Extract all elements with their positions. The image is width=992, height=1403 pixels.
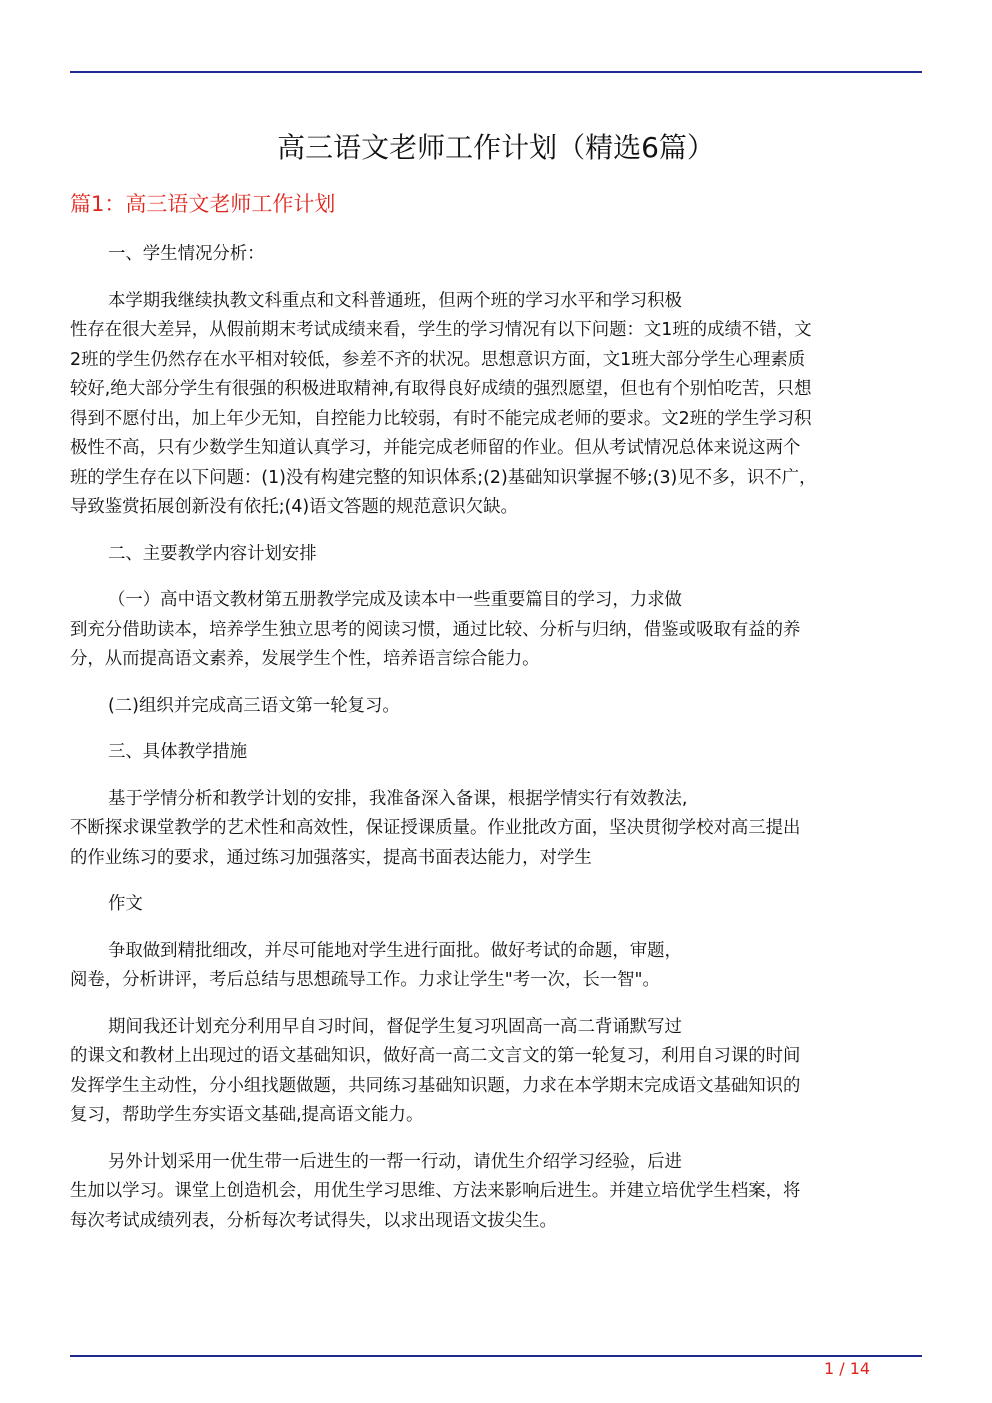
paragraph-line: 到充分借助读本，培养学生独立思考的阅读习惯，通过比较、分析与归纳，借鉴或吸取有益的养 bbox=[70, 619, 801, 640]
paragraph-line: 班的学生存在以下问题：(1)没有构建完整的知识体系;(2)基础知识掌握不够;(3)见不多，识不广， bbox=[70, 467, 817, 488]
paragraph-line: 极性不高，只有少数学生知道认真学习，并能完成老师留的作业。但从考试情况总体来说这两个 bbox=[70, 438, 801, 458]
paragraph-line: (二)组织并完成高三语文第一轮复习。 bbox=[108, 695, 400, 716]
paragraph-line: 三、具体教学措施 bbox=[108, 742, 248, 762]
paragraph-line: 2班的学生仍然存在水平相对较低，参差不齐的状况。思想意识方面，文1班大部分学生心理素质 bbox=[70, 349, 806, 370]
paragraph bbox=[70, 890, 922, 920]
document-title: 高三语文老师工作计划（精选6篇） bbox=[277, 131, 715, 164]
paragraph-line: 一、学生情况分析： bbox=[108, 244, 265, 264]
footer-rule bbox=[70, 1355, 922, 1357]
paragraph-line: 阅卷，分析讲评，考后总结与思想疏导工作。力求让学生"考一次，长一智"。 bbox=[70, 970, 660, 990]
paragraph-line: 生加以学习。课堂上创造机会，用优生学习思维、方法来影响后进生。并建立培优学生档案，将 bbox=[70, 1181, 801, 1201]
paragraph-line: 作文 bbox=[108, 894, 143, 914]
paragraph-line: 得到不愿付出，加上年少无知，自控能力比较弱，有时不能完成老师的要求。文2班的学生学习积 bbox=[70, 408, 812, 429]
paragraph bbox=[70, 785, 922, 874]
paragraph-line: 分，从而提高语文素养，发展学生个性，培养语言综合能力。 bbox=[70, 649, 540, 669]
paragraph-line: 二、主要教学内容计划安排 bbox=[108, 543, 317, 564]
paragraph-line: 导致鉴赏拓展创新没有依托;(4)语文答题的规范意识欠缺。 bbox=[70, 497, 518, 517]
paragraph bbox=[70, 937, 922, 996]
paragraph bbox=[70, 540, 922, 570]
paragraph-line: 争取做到精批细改，并尽可能地对学生进行面批。做好考试的命题，审题， bbox=[108, 940, 682, 961]
paragraph bbox=[70, 692, 922, 722]
paragraph bbox=[70, 1013, 922, 1131]
document-body bbox=[70, 240, 922, 1253]
paragraph bbox=[70, 738, 922, 768]
paragraph-line: 每次考试成绩列表，分析每次考试得失，以求出现语文拔尖生。 bbox=[70, 1210, 557, 1231]
paragraph-line: 较好,绝大部分学生有很强的积极进取精神,有取得良好成绩的强烈愿望，但也有个别怕吃苦，只想 bbox=[70, 379, 812, 399]
chapter-heading: 篇1：高三语文老师工作计划 bbox=[70, 192, 336, 216]
paragraph-line: 性存在很大差异，从假前期末考试成绩来看，学生的学习情况有以下问题：文1班的成绩不错，文 bbox=[70, 320, 812, 340]
paragraph-line: 复习，帮助学生夯实语文基础,提高语文能力。 bbox=[70, 1105, 424, 1125]
paragraph-line: 的课文和教材上出现过的语文基础知识，做好高一高二文言文的第一轮复习，利用自习课的时间 bbox=[70, 1046, 801, 1066]
paragraph-line: 期间我还计划充分利用早自习时间，督促学生复习巩固高一高二背诵默写过 bbox=[108, 1016, 682, 1037]
paragraph-line: 发挥学生主动性，分小组找题做题，共同练习基础知识题，力求在本学期末完成语文基础知识的 bbox=[70, 1075, 801, 1096]
paragraph bbox=[70, 1148, 922, 1237]
header-rule bbox=[70, 71, 922, 73]
paragraph bbox=[70, 287, 922, 523]
paragraph-line: 不断探求课堂教学的艺术性和高效性，保证授课质量。作业批改方面，坚决贯彻学校对高三提出 bbox=[70, 818, 801, 838]
page-indicator: 1 / 14 bbox=[824, 1359, 871, 1378]
paragraph bbox=[70, 240, 922, 270]
paragraph-line: 另外计划采用一优生带一后进生的一帮一行动，请优生介绍学习经验，后进 bbox=[108, 1151, 682, 1172]
paragraph-line: 本学期我继续执教文科重点和文科普通班，但两个班的学习水平和学习积极 bbox=[108, 290, 682, 311]
paragraph bbox=[70, 586, 922, 675]
paragraph-line: 基于学情分析和教学计划的安排，我准备深入备课，根据学情实行有效教法, bbox=[108, 788, 688, 809]
paragraph-line: 的作业练习的要求，通过练习加强落实，提高书面表达能力，对学生 bbox=[70, 847, 592, 868]
paragraph-line: （一）高中语文教材第五册教学完成及读本中一些重要篇目的学习，力求做 bbox=[108, 590, 682, 610]
